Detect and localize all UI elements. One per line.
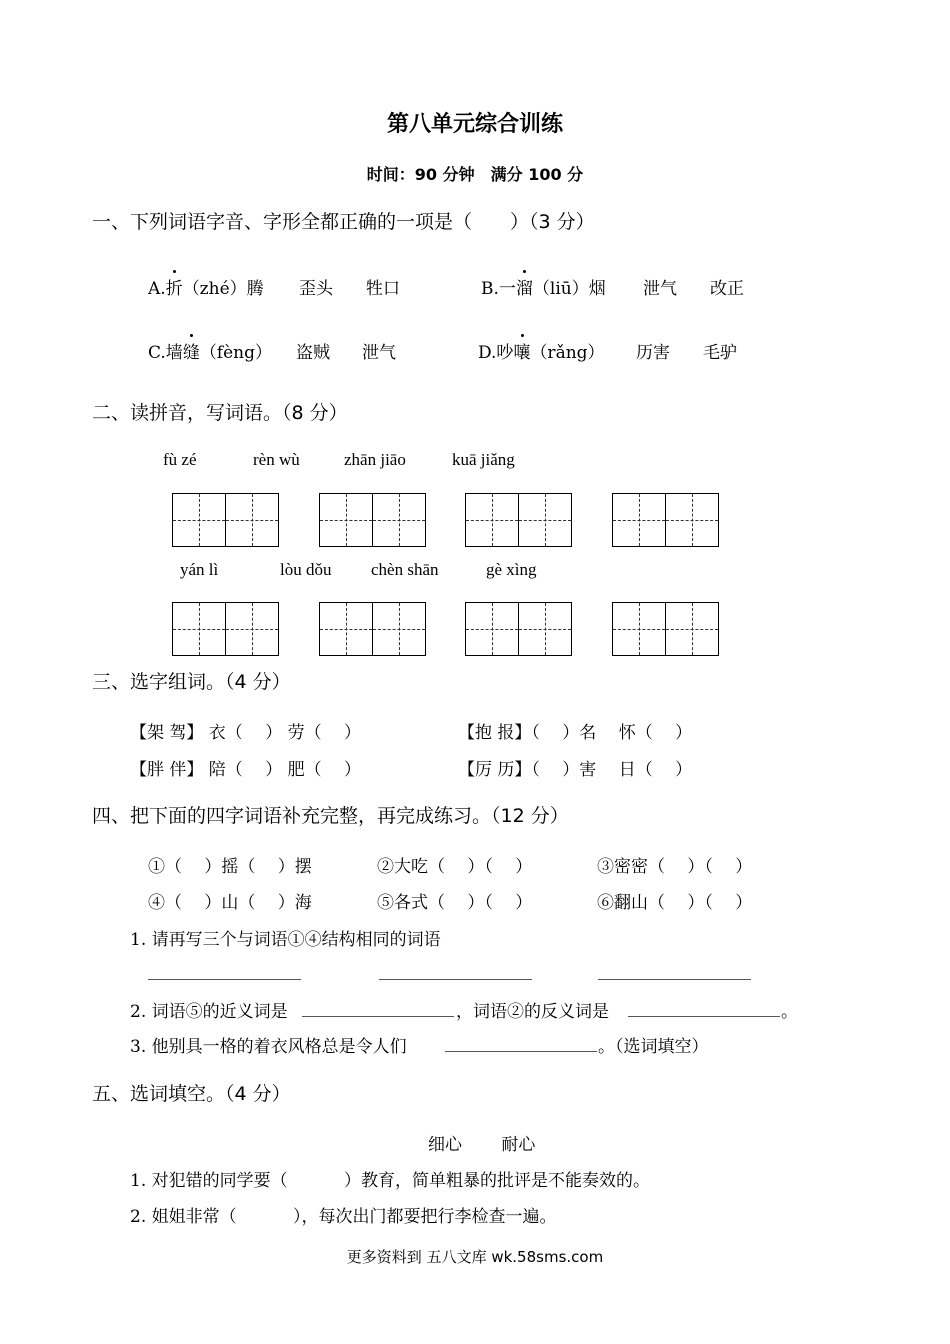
idiom-4: ④（ ）山（ ）海 — [148, 893, 312, 913]
page-title: 第八单元综合训练 — [386, 112, 563, 137]
writing-grid-4[interactable] — [612, 493, 720, 547]
option-b-label: B.一 — [481, 279, 516, 299]
writing-grid-7[interactable] — [465, 602, 573, 656]
option-b-pinyin: （liū）烟 — [532, 279, 606, 299]
section-2-heading: 二、读拼音，写词语。（8 分） — [92, 402, 348, 424]
pinyin-8: gè xìng — [486, 560, 537, 579]
question-4-2-part-1: 2. 词语⑤的近义词是 — [130, 1002, 288, 1022]
pinyin-3: zhān jiāo — [344, 450, 406, 469]
pinyin-1: fù zé — [163, 450, 197, 469]
writing-grid-6[interactable] — [319, 602, 427, 656]
option-d-label: D.吵 — [478, 343, 514, 363]
question-5-1: 1. 对犯错的同学要（ ）教育，简单粗暴的批评是不能奏效的。 — [130, 1171, 651, 1191]
question-5-2: 2. 姐姐非常（ ），每次出门都要把行李检查一遍。 — [130, 1207, 557, 1227]
option-d — [478, 338, 605, 363]
choose-char-row-1a: 【架 驾】 衣（ ） 劳（ ） — [130, 723, 362, 743]
section-1-heading: 一、下列词语字音、字形全都正确的一项是（ ）（3 分） — [92, 211, 595, 233]
option-b-word-2: 改正 — [710, 279, 744, 299]
idiom-3: ③密密（ ）（ ） — [597, 857, 753, 877]
writing-grid-8[interactable] — [612, 602, 720, 656]
section-3-heading: 三、选字组词。（4 分） — [92, 671, 291, 693]
section-4-heading: 四、把下面的四字词语补充完整，再完成练习。（12 分） — [92, 805, 569, 827]
pinyin-5: yán lì — [180, 560, 219, 579]
option-d-word-1: 历害 — [636, 343, 670, 363]
pinyin-7: chèn shān — [371, 560, 439, 579]
answer-blank-1[interactable] — [148, 978, 301, 980]
question-4-1: 1. 请再写三个与词语①④结构相同的词语 — [130, 930, 441, 950]
writing-grid-5[interactable] — [172, 602, 280, 656]
option-c-dotted-char: 缝 — [182, 343, 200, 363]
pinyin-6: lòu dǒu — [280, 560, 332, 579]
choose-char-row-2b: 【厉 历】（ ）害 日（ ） — [458, 760, 693, 780]
idiom-6: ⑥翻山（ ）（ ） — [597, 893, 753, 913]
antonym-blank[interactable] — [628, 1015, 780, 1017]
choose-char-row-1b: 【抱 报】（ ）名 怀（ ） — [458, 723, 693, 743]
option-c-label: C.墙 — [148, 343, 183, 363]
fill-word-blank[interactable] — [445, 1050, 597, 1052]
pinyin-4: kuā jiǎng — [452, 450, 515, 469]
option-b-dotted-char: 溜 — [515, 279, 533, 299]
idiom-5: ⑤各式（ ）（ ） — [377, 893, 533, 913]
writing-grid-2[interactable] — [319, 493, 427, 547]
answer-blank-2[interactable] — [379, 978, 532, 980]
question-4-2-period: 。 — [781, 1002, 798, 1022]
question-4-3-part-2: 。（选词填空） — [598, 1037, 709, 1057]
option-c — [148, 338, 272, 363]
footer-watermark: 更多资料到 五八文库 wk.58sms.com — [346, 1248, 604, 1266]
option-a-word-1: 歪头 — [299, 279, 333, 299]
option-b-word-1: 泄气 — [643, 279, 677, 299]
time-and-score: 时间：90 分钟 满分 100 分 — [366, 165, 584, 184]
option-a-word-2: 牲口 — [366, 279, 400, 299]
option-d-dotted-char: 嚷 — [513, 343, 531, 363]
option-b — [481, 274, 606, 299]
writing-grid-3[interactable] — [465, 493, 573, 547]
option-a-label: A. — [148, 279, 166, 299]
question-4-2-part-2: ，词语②的反义词是 — [456, 1002, 609, 1022]
writing-grid-1[interactable] — [172, 493, 280, 547]
option-a-dotted-char: 折 — [165, 279, 183, 299]
idiom-2: ②大吃（ ）（ ） — [377, 857, 533, 877]
pinyin-2: rèn wù — [253, 450, 300, 469]
answer-blank-3[interactable] — [598, 978, 751, 980]
idiom-1: ①（ ）摇（ ）摆 — [148, 857, 312, 877]
option-a-pinyin: （zhé）腾 — [182, 279, 264, 299]
word-bank: 细心 耐心 — [428, 1135, 536, 1155]
synonym-blank[interactable] — [302, 1015, 454, 1017]
section-5-heading: 五、选词填空。（4 分） — [92, 1083, 291, 1105]
option-c-pinyin: （fèng） — [199, 343, 272, 363]
question-4-3-part-1: 3. 他别具一格的着衣风格总是令人们 — [130, 1037, 407, 1057]
option-d-word-2: 毛驴 — [703, 343, 737, 363]
option-d-pinyin: （rǎng） — [530, 343, 605, 363]
choose-char-row-2a: 【胖 伴】 陪（ ） 肥（ ） — [130, 760, 362, 780]
option-c-word-2: 泄气 — [362, 343, 396, 363]
option-a — [148, 274, 264, 299]
option-c-word-1: 盗贼 — [296, 343, 330, 363]
